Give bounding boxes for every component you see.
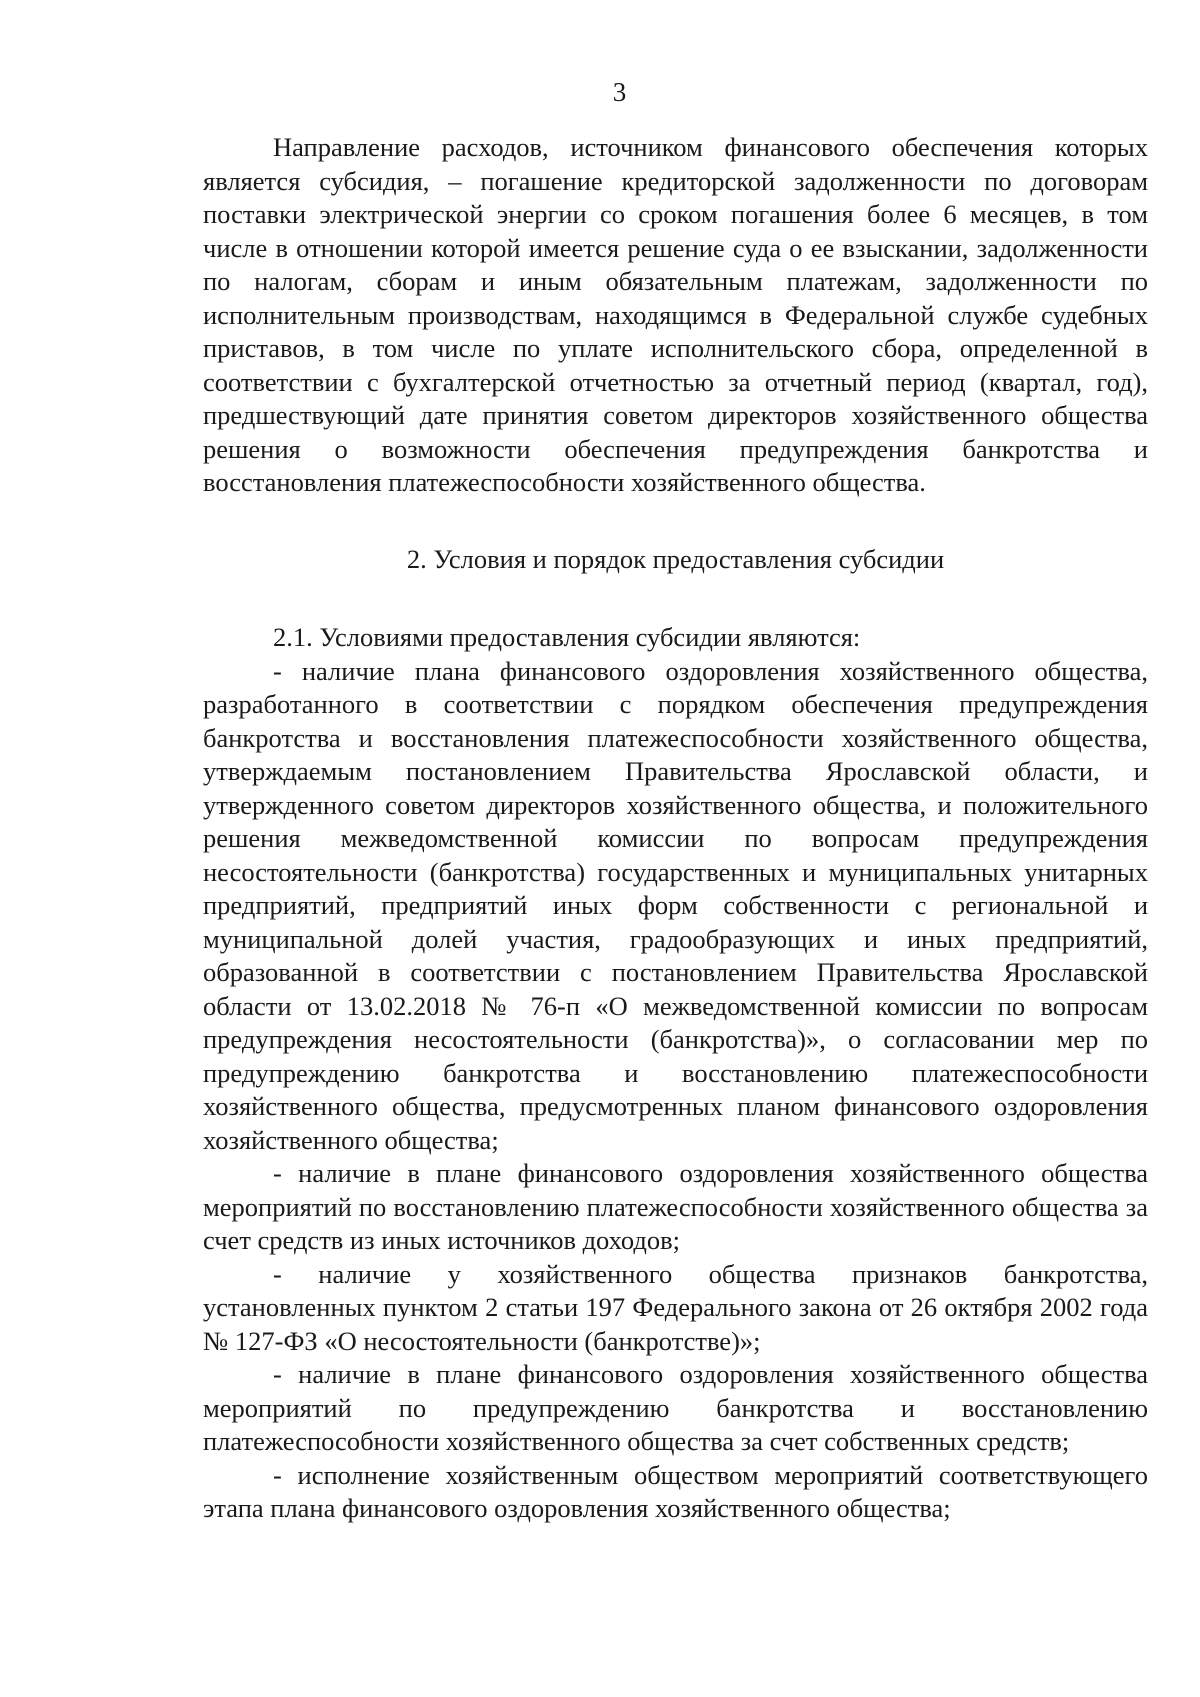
condition-item: - наличие у хозяйственного общества признаков банкротства, установленных пунктом 2 статьи 197 Федерального закона от 26 октября 2002 года № 127-ФЗ «О несостоятельности (банкротстве)»;: [203, 1258, 1148, 1356]
condition-item: - наличие в плане финансового оздоровления хозяйственного общества мероприятий по восстановлению платежеспособности хозяйственного общества за счет средств из иных источников доходов;: [203, 1158, 1148, 1255]
condition-item: - наличие в плане финансового оздоровления хозяйственного общества мероприятий по предупреждению банкротства и восстановлению платежеспособности хозяйственного общества за счет собственных средств;: [203, 1359, 1148, 1456]
condition-item: - исполнение хозяйственным обществом мероприятий соответствующего этапа плана финансового оздоровления хозяйственного общества;: [203, 1459, 1148, 1523]
intro-paragraph: Направление расходов, источником финансового обеспечения которых является субсидия, – погашение кредиторской задолженности по договорам поставки электрической энергии со сроком погашения более 6 месяцев, в том числе в отношении которой имеется решение суда о ее взыскании, задолженности по налогам, сборам и иным обязательным платежам, задолженности по исполнительным производствам, находящимся в Федеральной службе судебных приставов, в том числе по уплате исполнительского сбора, определенной в соответствии с бухгалтерской отчетностью за отчетный период (квартал, год), предшествующий дате принятия советом директоров хозяйственного общества решения о возможности обеспечения предупреждения банкротства и восстановления платежеспособности хозяйственного общества.: [203, 132, 1148, 497]
section-heading: 2. Условия и порядок предоставления субсидии: [406, 543, 945, 574]
condition-item: - наличие плана финансового оздоровления хозяйственного общества, разработанного в соответствии с порядком обеспечения предупреждения банкротства и восстановления платежеспособности хозяйственного общества, утверждаемым постановлением Правительства Ярославской области, и утвержденного советом директоров хозяйственного общества, и положительного решения межведомственной комиссии по вопросам предупреждения несостоятельности (банкротства) государственных и муниципальных унитарных предприятий, предприятий иных форм собственности с региональной и муниципальной долей участия, градообразующих и иных предприятий, образованной в соответствии с постановлением Правительства Ярославской области от 13.02.2018 № 76-п «О межведомственной комиссии по вопросам предупреждения несостоятельности (банкротства)», о согласовании мер по предупреждению банкротства и восстановлению платежеспособности хозяйственного общества, предусмотренных планом финансового оздоровления хозяйственного общества;: [203, 655, 1148, 1155]
clause-intro: 2.1. Условиями предоставления субсидии являются:: [273, 622, 861, 652]
page-number: 3: [612, 77, 627, 107]
document-body: [203, 131, 1148, 1526]
